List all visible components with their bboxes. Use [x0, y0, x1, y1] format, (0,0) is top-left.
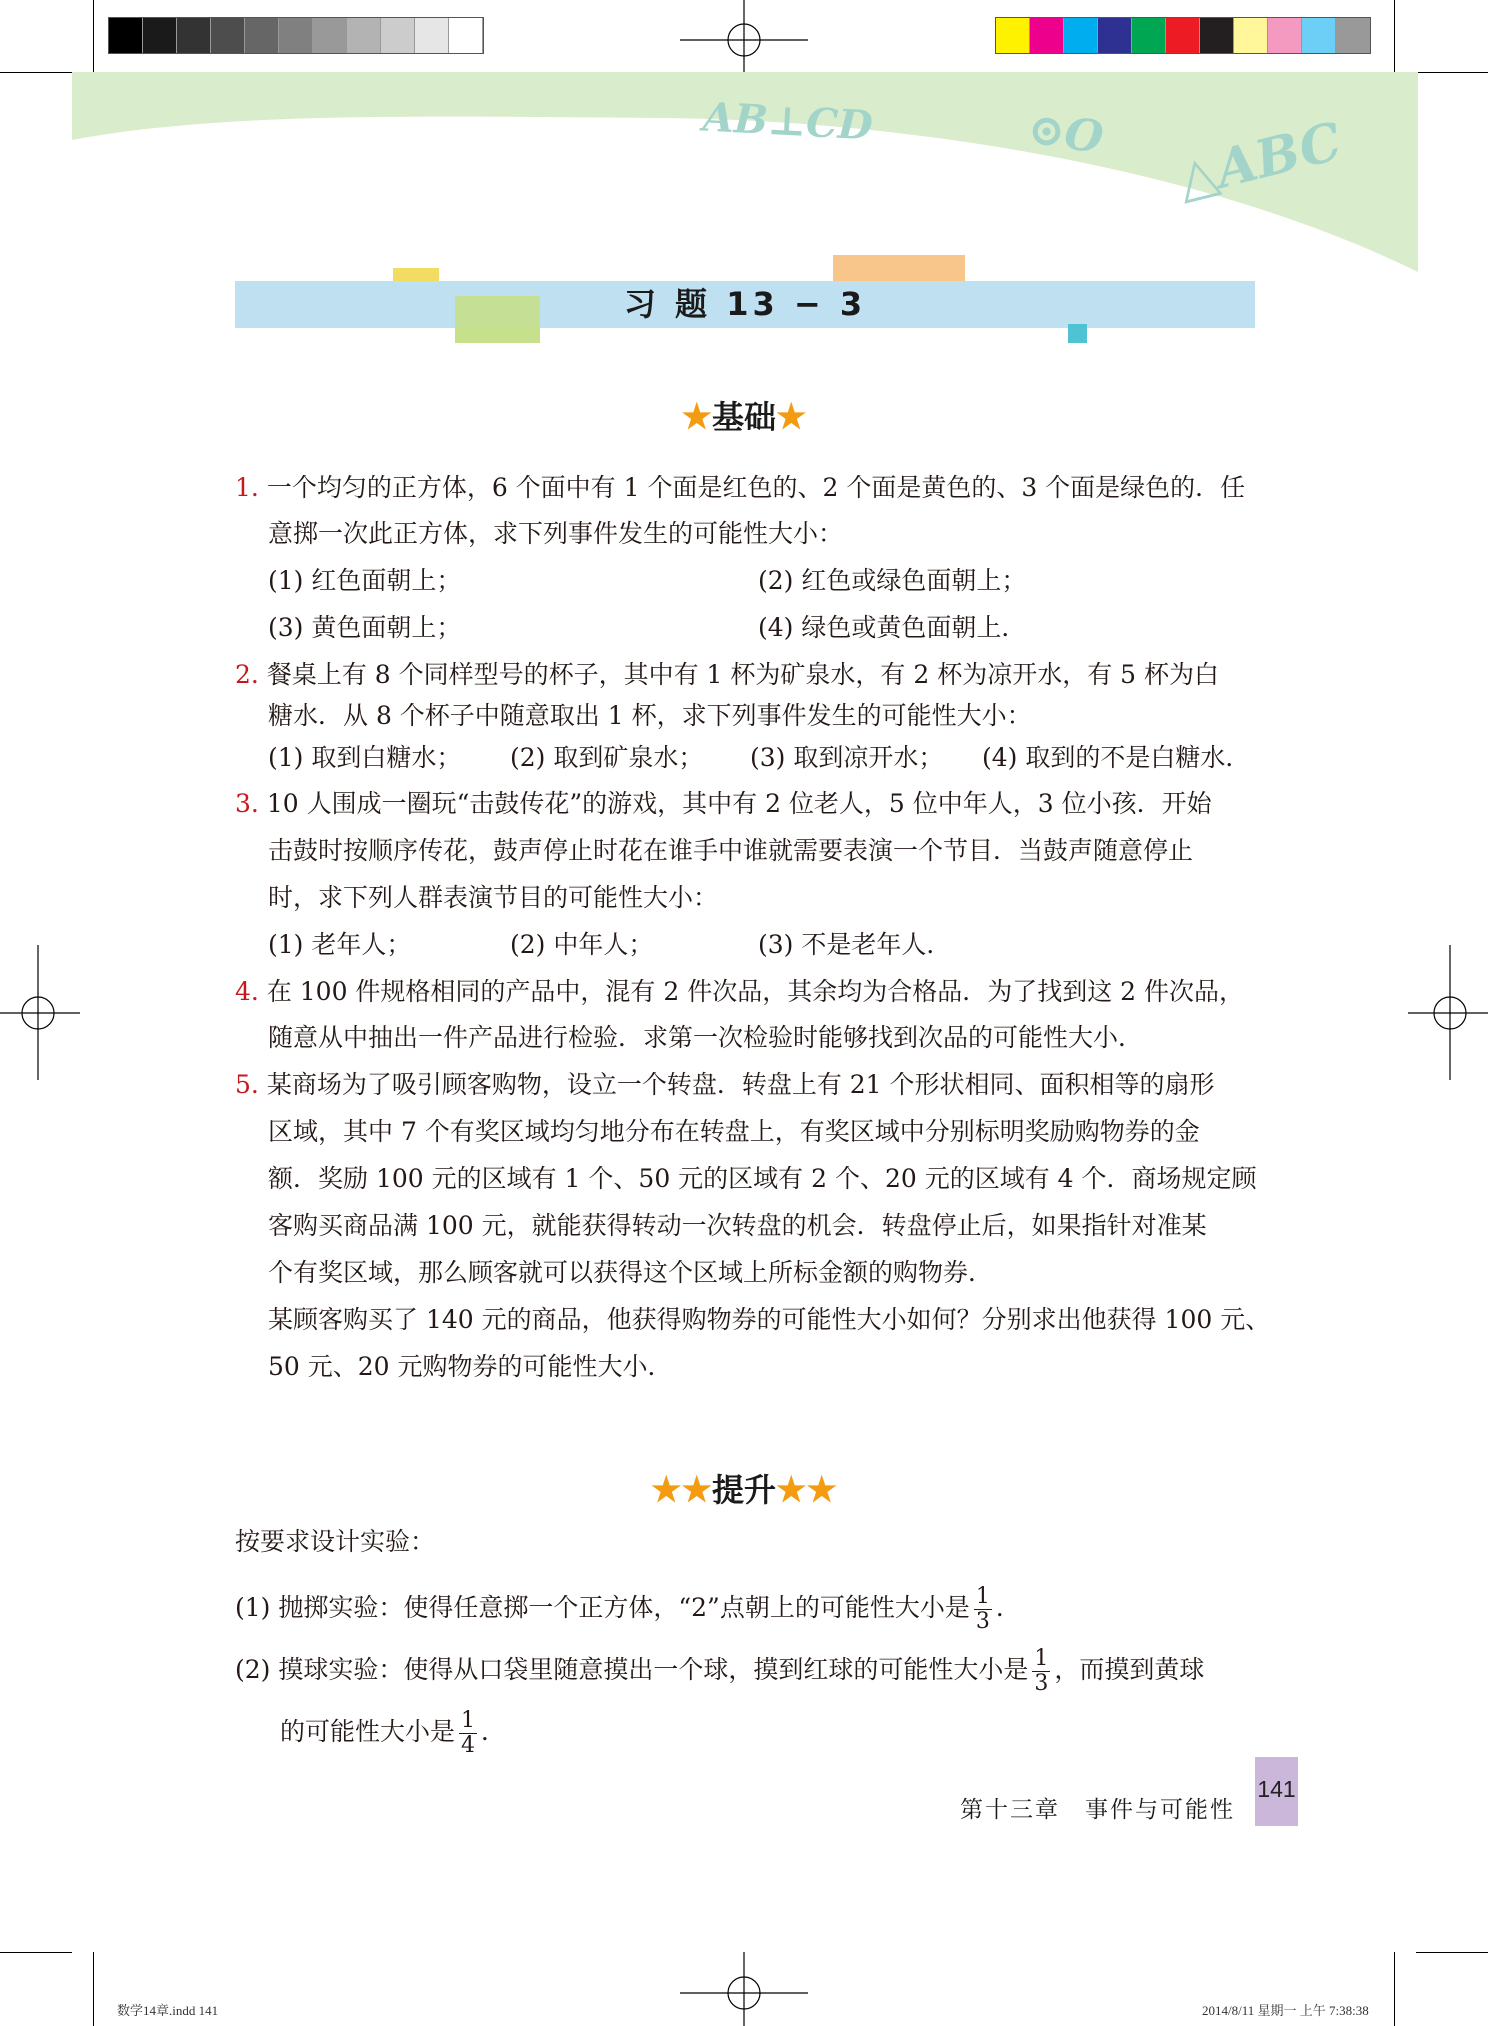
basic-heading-text: 基础 [711, 398, 776, 436]
question-text: 在 100 件规格相同的产品中，混有 2 件次品，其余均为合格品．为了找到这 2 件次品， [266, 977, 1245, 1006]
question-1-line-1 [235, 472, 1245, 504]
experiment-2-text: (2) 摸球实验：使得从口袋里随意摸出一个球，摸到红球的可能性大小是 [235, 1655, 1029, 1684]
experiment-1-text: (1) 抛掷实验：使得任意掷一个正方体，“2”点朝上的可能性大小是 [235, 1593, 970, 1622]
triangle-abc-symbol: △ABC [1171, 110, 1348, 211]
question-3-part-2: (2) 中年人； [510, 930, 654, 959]
fraction-one-quarter: $\frac{1}{4}$ [461, 1708, 476, 1758]
basic-section-heading [0, 392, 1488, 438]
fraction-one-third: $\frac{1}{3}$ [975, 1584, 990, 1634]
chapter-title: 第十三章 事件与可能性 [960, 1797, 1235, 1823]
experiment-2: (2) 摸球实验：使得从口袋里随意摸出一个球，摸到红球的可能性大小是 $\frac{1}{3}$ ，而摸到黄球 [235, 1646, 1205, 1696]
question-2-part-4: (4) 取到的不是白糖水． [982, 743, 1251, 772]
question-1-part-1: (1) 红色面朝上； [268, 566, 462, 595]
question-4-line-1 [235, 976, 1244, 1008]
exercise-title: 习 题 13 − 3 [623, 285, 867, 323]
star-icon: ★ [776, 397, 807, 437]
question-5-line-4: 客购买商品满 100 元，就能获得转动一次转盘的机会．转盘停止后，如果指针对准某 [268, 1211, 1207, 1240]
star-icon: ★★ [776, 1470, 837, 1510]
question-4-line-2: 随意从中抽出一件产品进行检验．求第一次检验时能够找到次品的可能性大小． [268, 1023, 1144, 1052]
question-2-line-2: 糖水．从 8 个杯子中随意取出 1 杯，求下列事件发生的可能性大小： [268, 701, 1032, 730]
question-number: 5. [235, 1070, 259, 1099]
circle-o-symbol: ⊙O [1024, 103, 1107, 164]
question-5-line-2: 区域，其中 7 个有奖区域均匀地分布在转盘上，有奖区域中分别标明奖励购物券的金 [268, 1117, 1200, 1146]
question-3-part-3: (3) 不是老年人． [758, 930, 952, 959]
question-text: 某商场为了吸引顾客购物，设立一个转盘．转盘上有 21 个形状相同、面积相等的扇形 [266, 1070, 1215, 1099]
experiment-1: (1) 抛掷实验：使得任意掷一个正方体，“2”点朝上的可能性大小是 $\frac{1}{3}$ ． [235, 1584, 1021, 1634]
page-number: 141 [1257, 1776, 1296, 1802]
question-number: 1. [235, 473, 259, 502]
experiment-2-continued-text: 的可能性大小是 [280, 1717, 456, 1746]
advanced-intro: 按要求设计实验： [235, 1527, 436, 1556]
star-icon: ★ [681, 397, 712, 437]
question-1-part-4: (4) 绿色或黄色面朝上． [758, 613, 1027, 642]
fraction-one-third: $\frac{1}{3}$ [1034, 1646, 1049, 1696]
question-number: 2. [235, 660, 259, 689]
question-5-line-5: 个有奖区域，那么顾客就可以获得这个区域上所标金额的购物券． [268, 1258, 994, 1287]
advanced-section-heading [0, 1465, 1488, 1511]
question-5-line-1 [235, 1069, 1215, 1101]
question-1-line-2: 意掷一次此正方体，求下列事件发生的可能性大小： [268, 519, 844, 548]
question-text: 一个均匀的正方体，6 个面中有 1 个面是红色的、2 个面是黄色的、3 个面是绿色的．任 [266, 473, 1246, 502]
question-2-line-1 [235, 659, 1219, 691]
file-slug: 数学14章.indd 141 [117, 2003, 219, 2018]
question-5-line-3: 额．奖励 100 元的区域有 1 个、50 元的区域有 2 个、20 元的区域有 4 个．商场规定顾 [268, 1164, 1257, 1193]
question-2-part-2: (2) 取到矿泉水； [510, 743, 704, 772]
question-5-line-7: 50 元、20 元购物券的可能性大小． [268, 1352, 673, 1381]
question-2-part-1: (1) 取到白糖水； [268, 743, 462, 772]
question-3-line-1 [235, 788, 1212, 820]
advanced-heading-text: 提升 [711, 1471, 776, 1509]
question-3-part-1: (1) 老年人； [268, 930, 412, 959]
star-icon: ★★ [651, 1470, 712, 1510]
question-text: 餐桌上有 8 个同样型号的杯子，其中有 1 杯为矿泉水，有 2 杯为凉开水，有 5 杯为白 [266, 660, 1220, 689]
question-text: 10 人围成一圈玩“击鼓传花”的游戏，其中有 2 位老人，5 位中年人，3 位小孩．开始 [266, 789, 1212, 818]
question-number: 3. [235, 789, 259, 818]
question-3-line-2: 击鼓时按顺序传花，鼓声停止时花在谁手中谁就需要表演一个节目．当鼓声随意停止 [268, 836, 1194, 865]
experiment-2-continued: 的可能性大小是 $\frac{1}{4}$ ． [280, 1708, 507, 1758]
print-timestamp: 2014/8/11 星期一 上午 7:38:38 [1202, 2003, 1369, 2018]
question-5-line-6: 某顾客购买了 140 元的商品，他获得购物券的可能性大小如何？分别求出他获得 100 元、 [268, 1305, 1271, 1334]
perpendicular-symbol: AB⊥CD [701, 93, 874, 150]
question-1-part-2: (2) 红色或绿色面朝上； [758, 566, 1027, 595]
question-3-line-3: 时，求下列人群表演节目的可能性大小： [268, 883, 719, 912]
question-1-part-3: (3) 黄色面朝上； [268, 613, 462, 642]
question-number: 4. [235, 977, 259, 1006]
question-2-part-3: (3) 取到凉开水； [750, 743, 944, 772]
